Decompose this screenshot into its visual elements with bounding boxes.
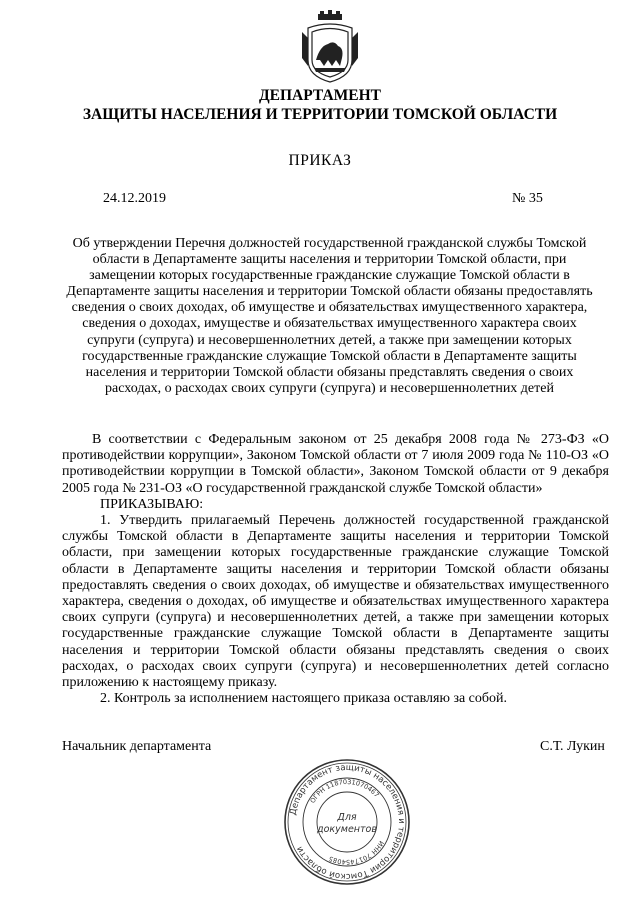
document-subject: Об утверждении Перечня должностей государственной гражданской службы Томской области в Департаменте защиты населения и территории Томской области, при замещении которых государственные гражданские служащие Томской области в Департаменте защиты населения и территории Томской области обязаны предоставлять сведения о своих доходах, об имуществе и обязательствах имущественного характера, сведения о доходах, имуществе и обязательствах имущественного характера своих супруги (супруга) и несовершеннолетних детей, а также при замещении которых государственные гражданские служащие Томской области в Департаменте защиты населения и территории Томской области обязаны представлять сведения о своих расходах, о расходах своих супруги (супруга) и несовершеннолетних детей [66, 236, 593, 396]
svg-text:ОГРН 1187031070467 [309, 778, 381, 805]
document-type: ПРИКАЗ [288, 152, 352, 169]
stamp-ogrn: ОГРН 1187031070467 [308, 777, 381, 805]
organization-header [60, 86, 580, 124]
signatory-position: Начальник департамента [62, 739, 212, 754]
document-number: № 35 [512, 191, 543, 206]
signatory-name: С.Т. Лукин [540, 739, 605, 754]
stamp-center-line1: Для [337, 812, 357, 823]
official-seal-stamp [283, 758, 411, 886]
document-body [62, 432, 609, 707]
organization-line1: ДЕПАРТАМЕНТ [258, 87, 382, 104]
stamp-outer-text: Департамент защиты населения и территории Томской области [288, 762, 407, 882]
organization-line2: ЗАЩИТЫ НАСЕЛЕНИЯ И ТЕРРИТОРИИ ТОМСКОЙ ОБЛАСТИ [82, 106, 558, 123]
coat-of-arms-emblem [298, 10, 362, 86]
command-word: ПРИКАЗЫВАЮ: [100, 496, 204, 512]
order-item-2: 2. Контроль за исполнением настоящего приказа оставляю за собой. [100, 691, 508, 707]
order-item-1: 1. Утвердить прилагаемый Перечень должностей государственной гражданской службы Томской области в Департаменте защиты населения и территории Томской области, при замещении которых государственные гражданские служащие Томской области в Департаменте защиты населения и территории Томской области обязаны предоставлять сведения о своих доходах, об имуществе и обязательствах имущественного характера, сведения о доходах, об имуществе и обязательствах имущественного характера своих супруги (супруга) и несовершеннолетних детей, а также при замещении которых государственные гражданские служащие Томской области в Департаменте защиты населения и территории Томской области обязаны представлять сведения о своих расходах, о расходах своих супруги (супруга) и несовершеннолетних детей согласно приложению к настоящему приказу. [62, 513, 609, 691]
stamp-center-line2: документов [317, 824, 377, 835]
stamp-inn: ИНН 7017454085 [327, 839, 386, 867]
preamble-paragraph: В соответствии с Федеральным законом от 25 декабря 2008 года № 273-ФЗ «О противодействии коррупции», Законом Томской области от 7 июля 2009 года № 110-ОЗ «О противодействии коррупции в Томской области», Законом Томской области от 9 декабря 2005 года № 231-ОЗ «О государственной гражданской службе Томской области» [62, 432, 609, 496]
document-date: 24.12.2019 [103, 191, 166, 206]
